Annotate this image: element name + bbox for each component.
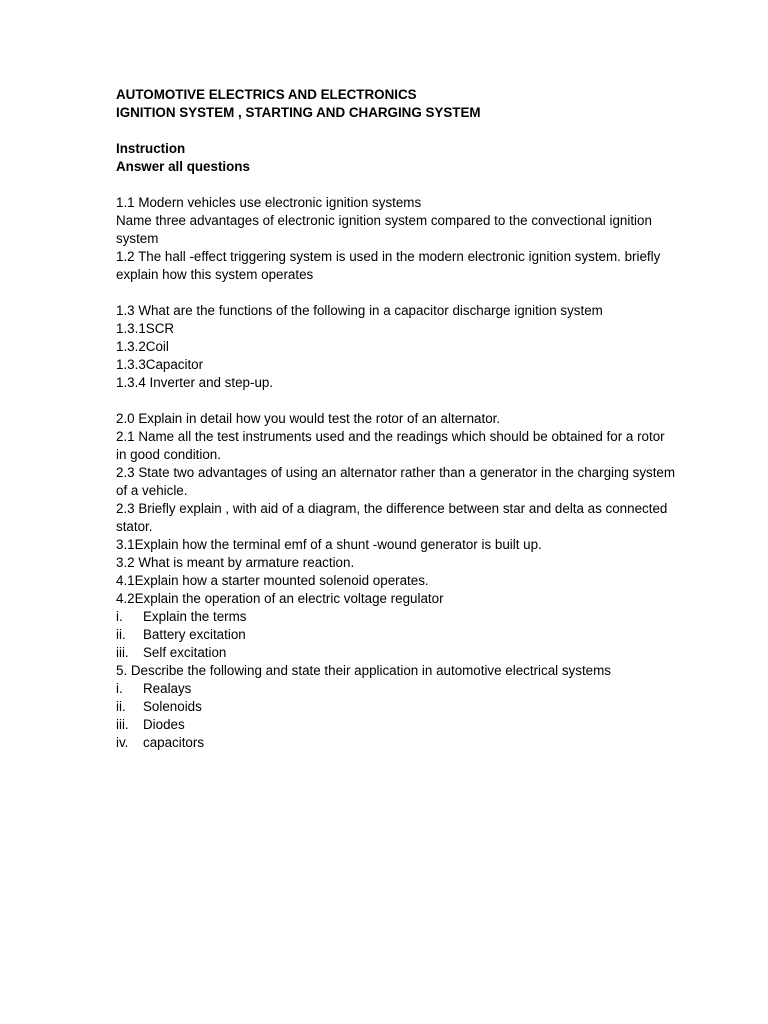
spacer <box>116 392 676 410</box>
question-1-2: 1.2 The hall -effect triggering system is used in the modern electronic ignition system. briefly explain how this system operates <box>116 249 661 282</box>
question-4-1: 4.1Explain how a starter mounted solenoid operates. <box>116 573 429 588</box>
question-1-3-1: 1.3.1SCR <box>116 321 175 336</box>
list-item <box>116 644 676 662</box>
list-item <box>116 680 676 698</box>
list-marker: iii. <box>116 717 129 732</box>
list-item <box>116 716 676 734</box>
list-item-text: Self excitation <box>143 645 227 660</box>
question-2-3a: 2.3 State two advantages of using an alternator rather than a generator in the charging system of a vehicle. <box>116 465 676 498</box>
question-2-1: 2.1 Name all the test instruments used and the readings which should be obtained for a rotor in good condition. <box>116 429 665 462</box>
list-marker: iii. <box>116 645 129 660</box>
list-item-text: Battery excitation <box>143 627 246 642</box>
question-3-1: 3.1Explain how the terminal emf of a shunt -wound generator is built up. <box>116 537 542 552</box>
instruction-text: Answer all questions <box>116 159 250 174</box>
list-item-text: Solenoids <box>143 699 202 714</box>
list-item-text: capacitors <box>143 735 205 750</box>
question-1-1-detail: Name three advantages of electronic ignition system compared to the convectional ignition system <box>116 213 652 246</box>
question-4-2: 4.2Explain the operation of an electric voltage regulator <box>116 591 444 606</box>
spacer <box>116 176 676 194</box>
document-page <box>116 86 676 752</box>
list-marker: i. <box>116 681 123 696</box>
question-1-3: 1.3 What are the functions of the following in a capacitor discharge ignition system <box>116 303 603 318</box>
list-item-text: Diodes <box>143 717 185 732</box>
question-1-1: 1.1 Modern vehicles use electronic ignition systems <box>116 195 422 210</box>
document-title-line-1: AUTOMOTIVE ELECTRICS AND ELECTRONICS <box>116 87 417 102</box>
spacer <box>116 122 676 140</box>
question-5: 5. Describe the following and state their application in automotive electrical systems <box>116 663 611 678</box>
list-marker: i. <box>116 609 123 624</box>
list-item <box>116 626 676 644</box>
list-marker: ii. <box>116 699 126 714</box>
question-3-2: 3.2 What is meant by armature reaction. <box>116 555 355 570</box>
instruction-heading: Instruction <box>116 141 186 156</box>
question-1-3-4: 1.3.4 Inverter and step-up. <box>116 375 274 390</box>
list-marker: iv. <box>116 735 129 750</box>
document-title-line-2: IGNITION SYSTEM , STARTING AND CHARGING SYSTEM <box>116 105 481 120</box>
question-1-3-2: 1.3.2Coil <box>116 339 169 354</box>
list-marker: ii. <box>116 627 126 642</box>
question-2-3b: 2.3 Briefly explain , with aid of a diagram, the difference between star and delta as connected stator. <box>116 501 668 534</box>
list-item <box>116 608 676 626</box>
list-item-text: Realays <box>143 681 192 696</box>
question-1-3-3: 1.3.3Capacitor <box>116 357 204 372</box>
spacer <box>116 284 676 302</box>
list-item <box>116 734 676 752</box>
question-2-0: 2.0 Explain in detail how you would test the rotor of an alternator. <box>116 411 501 426</box>
list-item-text: Explain the terms <box>143 609 247 624</box>
list-item <box>116 698 676 716</box>
